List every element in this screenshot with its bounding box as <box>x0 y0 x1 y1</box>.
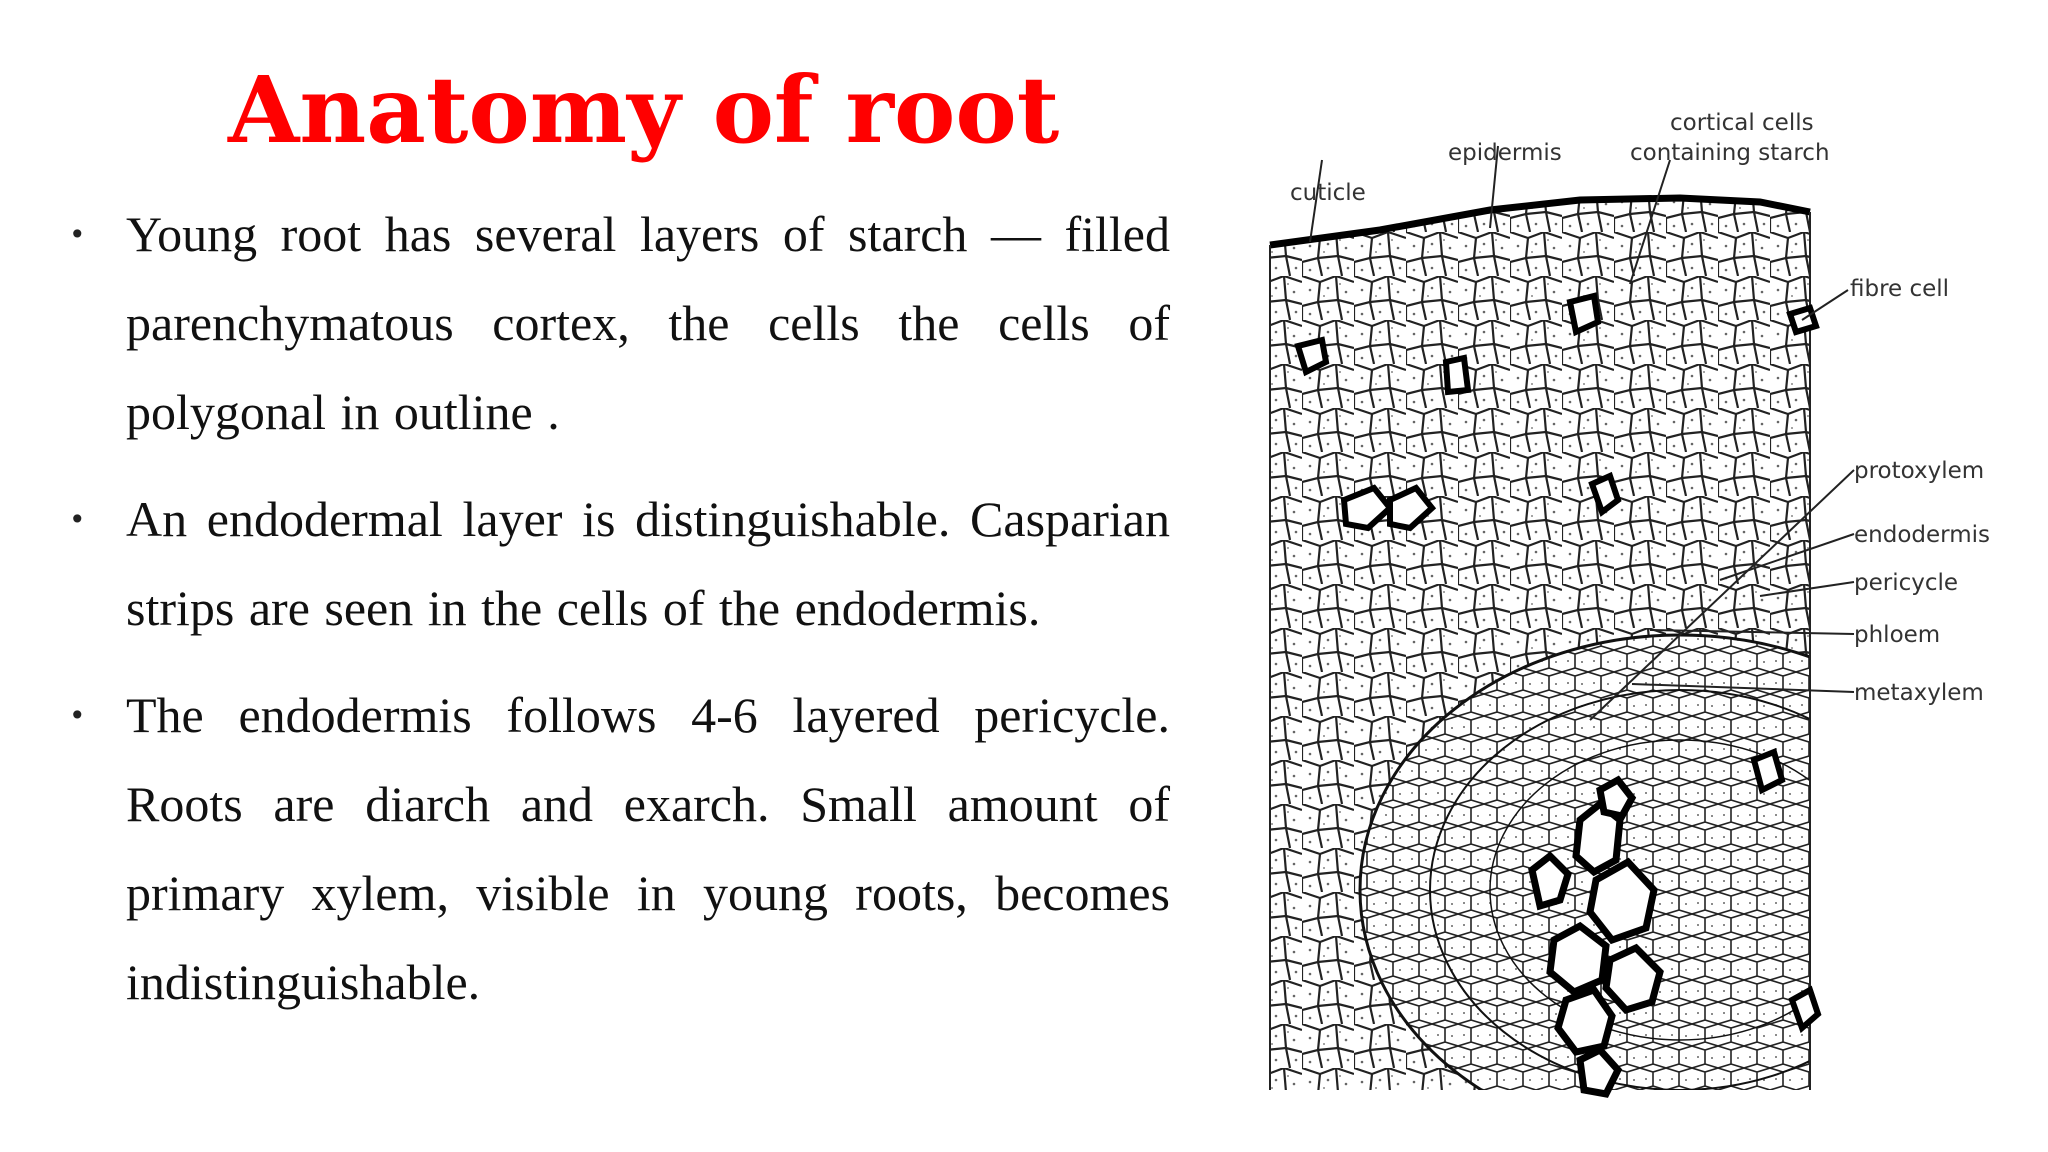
bullet-text: The endodermis follows 4-6 layered pericycle. Roots are diarch and exarch. Small amount of primary xylem, visible in young roots, becomes indistinguishable. <box>126 687 1170 1010</box>
label-protoxylem: protoxylem <box>1854 458 1985 484</box>
label-containing-starch: containing starch <box>1630 140 1830 166</box>
bullet-item <box>55 475 1170 653</box>
bullet-marker: • <box>69 699 86 732</box>
label-fibre-cell: fibre cell <box>1850 276 1950 302</box>
bullet-item <box>55 671 1170 1027</box>
label-phloem: phloem <box>1854 622 1941 648</box>
bullet-text: Young root has several layers of starch — filled parenchymatous cortex, the cells the cells of polygonal in outline . <box>126 206 1170 440</box>
bullet-list <box>55 190 1170 1045</box>
root-diagram <box>1250 100 2030 1100</box>
bullet-text: An endodermal layer is distinguishable. Casparian strips are seen in the cells of the endodermis. <box>126 491 1170 636</box>
label-cortical-cells: cortical cells <box>1670 110 1814 136</box>
label-cuticle: cuticle <box>1290 180 1366 206</box>
label-pericycle: pericycle <box>1854 570 1959 596</box>
bullet-item <box>55 190 1170 457</box>
label-metaxylem: metaxylem <box>1854 680 1984 706</box>
bullet-marker: • <box>69 218 86 251</box>
root-cross-section-figure <box>1250 100 2030 1100</box>
label-epidermis: epidermis <box>1448 140 1562 166</box>
label-endodermis: endodermis <box>1854 522 1990 548</box>
bullet-marker: • <box>69 503 86 536</box>
slide-title: Anatomy of root <box>228 56 1060 164</box>
